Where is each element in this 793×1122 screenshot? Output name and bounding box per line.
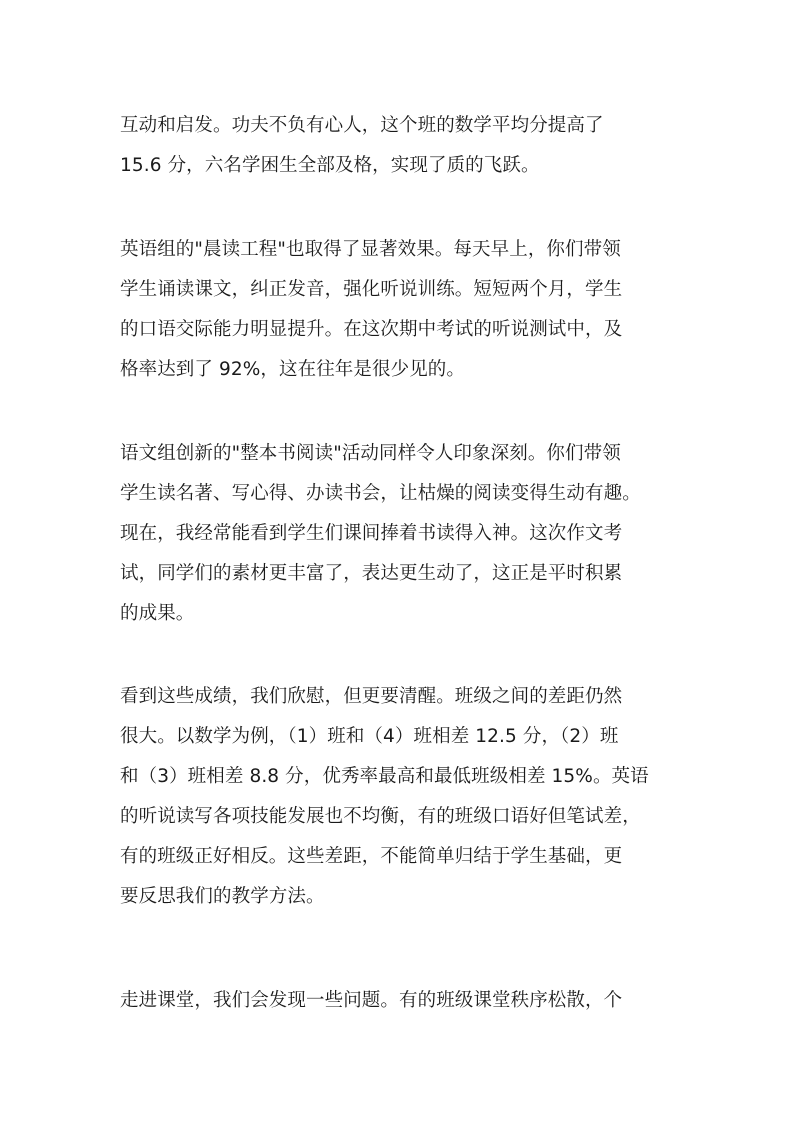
- text-line: 现在，我经常能看到学生们课间捧着书读得入神。这次作文考: [120, 523, 623, 544]
- text-line: 要反思我们的教学方法。: [120, 886, 325, 907]
- text-line: 和（3）班相差 8.8 分，优秀率最高和最低班级相差 15%。英语: [120, 766, 649, 787]
- text-line: 学生诵读课文，纠正发音，强化听说训练。短短两个月，学生: [120, 279, 623, 300]
- paragraph-class-gaps: [120, 677, 720, 917]
- text-line: 格率达到了 92%，这在往年是很少见的。: [120, 359, 466, 380]
- text-line: 试，同学们的素材更丰富了，表达更生动了，这正是平时积累: [120, 563, 623, 584]
- text-line: 很大。以数学为例，（1）班和（4）班相差 12.5 分，（2）班: [120, 726, 619, 747]
- paragraph-chinese-whole-book-reading: [120, 434, 720, 634]
- text-line: 有的班级正好相反。这些差距，不能简单归结于学生基础，更: [120, 846, 623, 867]
- text-line: 走进课堂，我们会发现一些问题。有的班级课堂秩序松散，个: [120, 990, 623, 1011]
- text-line: 英语组的"晨读工程"也取得了显著效果。每天早上，你们带领: [120, 239, 621, 260]
- text-line: 的听说读写各项技能发展也不均衡，有的班级口语好但笔试差，: [120, 806, 641, 827]
- text-line: 的口语交际能力明显提升。在这次期中考试的听说测试中，及: [120, 319, 623, 340]
- text-line: 语文组创新的"整本书阅读"活动同样令人印象深刻。你们带领: [120, 443, 621, 464]
- paragraph-classroom-issues: [120, 981, 720, 1021]
- text-line: 互动和启发。功夫不负有心人，这个班的数学平均分提高了: [120, 115, 604, 136]
- text-line: 学生读名著、写心得、办读书会，让枯燥的阅读变得生动有趣。: [120, 483, 641, 504]
- text-line: 的成果。: [120, 603, 195, 624]
- paragraph-math-improvement: [120, 106, 720, 186]
- text-line: 15.6 分，六名学困生全部及格，实现了质的飞跃。: [120, 155, 540, 176]
- text-line: 看到这些成绩，我们欣慰，但更要清醒。班级之间的差距仍然: [120, 686, 623, 707]
- paragraph-english-morning-reading: [120, 230, 720, 390]
